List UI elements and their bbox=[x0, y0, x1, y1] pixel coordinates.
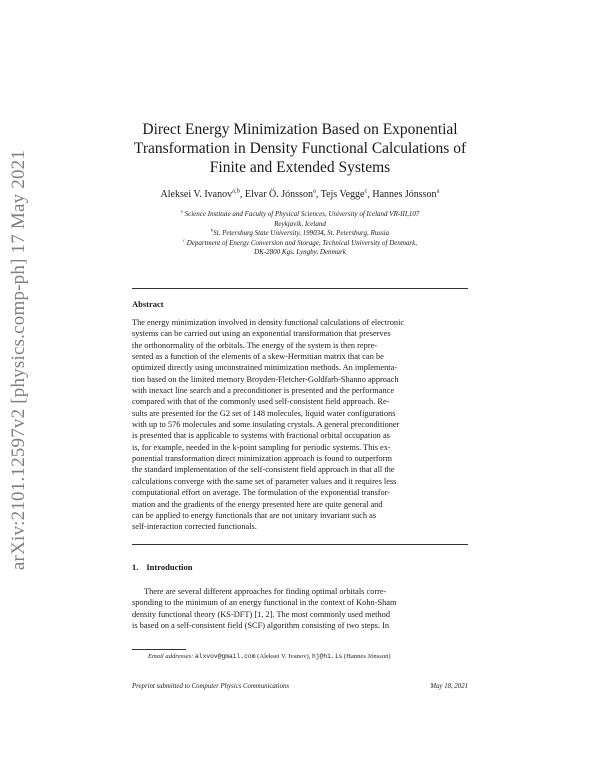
email-link[interactable]: hj@hi.is bbox=[312, 653, 343, 660]
section-number: 1. bbox=[132, 562, 139, 572]
footnote-rule bbox=[132, 649, 186, 650]
affiliation-line: Reykjavík, Iceland bbox=[274, 219, 326, 228]
footer-journal: Preprint submitted to Computer Physics Communications bbox=[132, 683, 290, 690]
affiliation-line bbox=[132, 210, 468, 220]
title-line: Transformation in Density Functional Calculations of bbox=[133, 140, 467, 157]
introduction-body bbox=[132, 586, 468, 631]
abstract-line: systems can be carried out using an exponential transformation that preserves bbox=[132, 329, 391, 339]
paper-title bbox=[132, 120, 468, 177]
title-line: Direct Energy Minimization Based on Exponential bbox=[142, 121, 458, 138]
abstract-bottom-rule bbox=[132, 544, 468, 545]
author-affiliation-mark: a bbox=[312, 187, 316, 195]
abstract-line: computational effort on average. The formulation of the exponential transfor- bbox=[132, 488, 391, 498]
author-affiliation-mark: a,b bbox=[232, 187, 240, 195]
affiliation-line: DK-2800 Kgs. Lyngby, Denmark bbox=[254, 248, 346, 256]
affiliation-list bbox=[132, 210, 468, 258]
email-owner: (Hannes Jónsson) bbox=[343, 653, 391, 660]
abstract-line: with up to 576 molecules and some insulating crystals. A general preconditioner bbox=[132, 420, 400, 430]
abstract-line: with inexact line search and a preconditioner is presented and the performance bbox=[132, 386, 395, 396]
abstract-line: the orthonormality of the orbitals. The energy of the system is then repre- bbox=[132, 340, 378, 350]
affiliation-mark: b bbox=[210, 227, 214, 233]
email-link[interactable]: alxvov@gmail.com bbox=[195, 653, 256, 660]
author-name: Aleksei V. Ivanov bbox=[160, 189, 233, 200]
body-line: is based on a self-consistent field (SCF) algorithm consisting of two steps. In bbox=[132, 621, 390, 631]
abstract-line: tion based on the limited memory Broyden-Fletcher-Goldfarb-Shanno approach bbox=[132, 374, 399, 384]
body-line: density functional theory (KS-DFT) [1, 2]. The most commonly used method bbox=[132, 609, 391, 619]
abstract-line: mation and the gradients of the energy presented here are quite general and bbox=[132, 499, 383, 509]
abstract-body bbox=[132, 317, 468, 533]
footnote-lead: Email addresses: bbox=[148, 653, 194, 660]
abstract-line: compared with that of the commonly used self-consistent field approach. Re- bbox=[132, 397, 390, 407]
abstract-line: sented as a function of the elements of a skew-Hermitian matrix that can be bbox=[132, 352, 384, 362]
abstract-line: ponential transformation direct minimization approach is found to outperform bbox=[132, 454, 392, 464]
body-line: sponding to the minimum of an energy functional in the context of Kohn-Sham bbox=[132, 598, 397, 608]
page-footer bbox=[132, 683, 468, 690]
email-owner: (Aleksei V. Ivanov), bbox=[257, 653, 311, 660]
arxiv-sidebar-stamp bbox=[4, 140, 34, 580]
abstract-line: sults are presented for the G2 set of 148 molecules, liquid water configurations bbox=[132, 408, 396, 418]
author-affiliation-mark: c bbox=[364, 187, 368, 195]
affiliation-line bbox=[132, 239, 468, 249]
author-name: Hannes Jónsson bbox=[372, 189, 437, 200]
abstract-line: the standard implementation of the self-consistent field approach in that all the bbox=[132, 465, 395, 475]
affiliation-text: St. Petersburg State University, 199034, St. Petersburg, Russia bbox=[213, 229, 390, 237]
abstract-line: self-interaction corrected functionals. bbox=[132, 522, 257, 532]
email-footnote bbox=[148, 653, 391, 660]
abstract-line: is presented that is applicable to systems with fractional orbital occupation as bbox=[132, 431, 390, 441]
abstract-line: can be applied to energy functionals that are not unitary invariant such as bbox=[132, 510, 377, 520]
abstract-line: is, for example, needed in the k-point sampling for periodic systems. This ex- bbox=[132, 442, 391, 452]
abstract-line: calculations converge with the same set of parameter values and it requires less bbox=[132, 476, 397, 486]
abstract-top-rule bbox=[132, 288, 468, 289]
affiliation-text: Science Institute and Faculty of Physical Sciences, University of Iceland VR-III,107 bbox=[184, 210, 420, 218]
arxiv-identifier: arXiv:2101.12597v2 [physics.comp-ph] 17 May 2021 bbox=[8, 149, 30, 571]
abstract-line: optimized directly using unconstrained minimization methods. An implementa- bbox=[132, 363, 398, 373]
section-heading-introduction bbox=[132, 562, 193, 572]
affiliation-mark: a bbox=[180, 208, 183, 214]
author-name: Tejs Vegge bbox=[320, 189, 365, 200]
affiliation-mark: c bbox=[182, 237, 185, 243]
author-list: Aleksei V. Ivanov$^{a,b}$, Elvar Ö. Jónsson$^a$, Tejs Vegge$^c$, Hannes Jónsson$^a$ bbox=[160, 187, 440, 200]
abstract-line: The energy minimization involved in density functional calculations of electronic bbox=[132, 318, 405, 327]
author-affiliation-mark: a bbox=[436, 187, 440, 195]
body-line: There are several different approaches for finding optimal orbitals corre- bbox=[144, 587, 387, 596]
section-title: Introduction bbox=[146, 562, 193, 572]
abstract-heading: Abstract bbox=[132, 299, 164, 309]
title-line: Finite and Extended Systems bbox=[209, 159, 391, 176]
footer-date: May 18, 2021 bbox=[430, 683, 468, 690]
affiliation-text: Department of Energy Conversion and Storage, Technical University of Denmark, bbox=[186, 238, 418, 247]
author-name: Elvar Ö. Jónsson bbox=[244, 189, 313, 200]
